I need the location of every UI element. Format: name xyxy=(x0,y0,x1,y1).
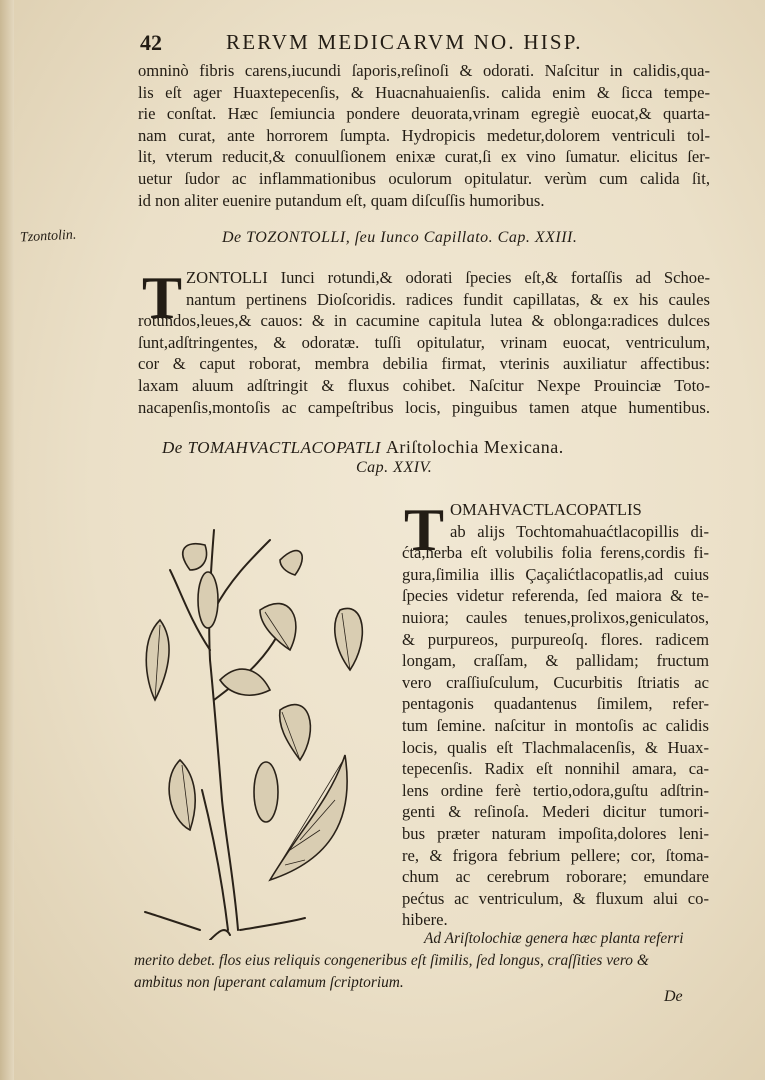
text-line: lens ordine ferè tertio,odora,guſtu adſtrin- xyxy=(402,780,709,800)
text-line: locis, qualis eſt Tlachmalacenſis, & Huax- xyxy=(402,737,709,757)
text-line: genti & reſinoſa. Mederi dicitur tumori- xyxy=(402,802,709,822)
text-line: uetur ſudor ac inflammationibus oculorum opitulatur. verùm cum calida ſit, xyxy=(138,168,710,188)
text-line: rie conſtat. Hæc ſemiuncia pondere deuorata,vrinam egregiè euocat,& quarta- xyxy=(138,104,710,124)
chapter-heading-title: De TOMAHVACTLACOPATLI xyxy=(162,438,382,457)
note-line: Ad Ariſtolochiæ genera hæc planta referri xyxy=(424,930,684,947)
text-line: re, & frigora febrium pellere; cor, ſtoma- xyxy=(402,845,709,865)
text-line: tepecenſis. Radix eſt nonnihil amara, ca- xyxy=(402,759,709,779)
text-line: pentagonis quadantenus ſimilem, refer- xyxy=(402,694,709,714)
chapter-heading xyxy=(162,437,564,458)
note-line: merito debet. flos eius reliquis congeneribus eſt ſimilis, ſed longus, craſſities vero & xyxy=(134,952,649,969)
chapter-heading-name: Ariſtolochia Mexicana. xyxy=(385,437,564,457)
text-line: omninò fibris carens,iucundi ſaporis,reſinoſi & odorati. Naſcitur in calidis,qua- xyxy=(138,61,710,80)
chapter-number: Cap. XXIV. xyxy=(356,459,433,476)
running-head xyxy=(140,30,680,58)
text-line: cor & caput roborat, membra debilia firmat, vterinis auxiliatur affectibus: xyxy=(138,354,710,374)
text-line: ſpecies videtur referenda, ſed maiora & te- xyxy=(402,586,709,606)
text-line: ſunt,adſtringentes, & odoratæ. tuſſi opitulatur, vrinam euocat, ventriculum, xyxy=(138,332,710,352)
text-line: chum ac cerebrum roborare; emundare xyxy=(402,867,709,887)
annotation-note xyxy=(134,928,710,994)
text-line: nantum pertinens Dioſcoridis. radices fundit capillatas, & ex his caules xyxy=(186,289,710,309)
text-line: pećtus ac ventriculum, & fluxum alui co- xyxy=(402,888,709,908)
text-line: bus præter naturam impoſita,dolores leni- xyxy=(402,823,709,843)
text-line: ab alijs Tochtomahuaćtlacopillis di- xyxy=(450,521,709,541)
chapter-text xyxy=(138,267,710,418)
paragraph-continuation xyxy=(138,60,710,211)
text-line: nuiora; caules tenues,prolixos,geniculatos, xyxy=(402,607,709,627)
text-line: lit, vterum reducit,& conuulſionem enixæ curat,ſi ex vino ſumatur. elicitus ſer- xyxy=(138,147,710,167)
drop-capital: T xyxy=(404,497,445,563)
note-line: ambitus non ſuperant calamum ſcriptorium. xyxy=(134,974,404,991)
text-line: id non aliter euenire putandum eſt, quam diſcuſſis humoribus. xyxy=(138,190,545,210)
marginal-note: Tzontolin. xyxy=(19,227,77,246)
text-line: nacapenſis,montoſis ac campeſtribus locis, pinguibus tamen atque humentibus. xyxy=(138,397,710,417)
page-gutter xyxy=(0,0,14,1080)
running-head-title: RERVM MEDICARVM NO. HISP. xyxy=(226,30,583,54)
page-number: 42 xyxy=(140,30,162,55)
text-line: longam, craſſam, & pallidam; fructum xyxy=(402,651,709,671)
text-line: ćta,herba eſt volubilis folia ferens,cordis fi- xyxy=(402,543,709,563)
chapter-text xyxy=(402,499,709,931)
text-line: nam curat, ante horrorem ſumpta. Hydropicis medetur,dolorem ventriculi tol- xyxy=(138,125,710,145)
text-line: rotundos,leues,& cauos: & in cacumine capitula lutea & oblonga:radices dulces xyxy=(138,311,710,331)
text-line: vero craſſiuſculum, Cucurbitis ſtriatis ac xyxy=(402,672,709,692)
text-line: gura,ſimilia illis Çaçalićtlacopatlis,ad cuius xyxy=(402,564,709,584)
text-line: tum ſemine. naſcitur in montoſis ac calidis xyxy=(402,715,709,735)
chapter-heading: De TOZONTOLLI, ſeu Iunco Capillato. Cap. XXIII. xyxy=(222,229,578,246)
catchword: De xyxy=(664,988,683,1005)
text-line: laxam aluum adſtringit & fluxus cohibet. Naſcitur Nexpe Prouinciæ Toto- xyxy=(138,375,710,395)
drop-capital: T xyxy=(142,265,183,331)
plant-woodcut-illustration xyxy=(130,500,388,940)
text-line: & purpureos, purpureoſq. flores. radicem xyxy=(402,629,709,649)
text-line: hibere. xyxy=(402,910,448,930)
text-line: lis eſt ager Huaxtepecenſis, & Huacnahuaienſis. calida enim & ſicca tempe- xyxy=(138,82,710,102)
text-line: ZONTOLLI Iunci rotundi,& odorati ſpecies eſt,& fortaſſis ad Schoe- xyxy=(186,268,710,287)
text-line: OMAHVACTLACOPATLIS xyxy=(450,500,642,519)
